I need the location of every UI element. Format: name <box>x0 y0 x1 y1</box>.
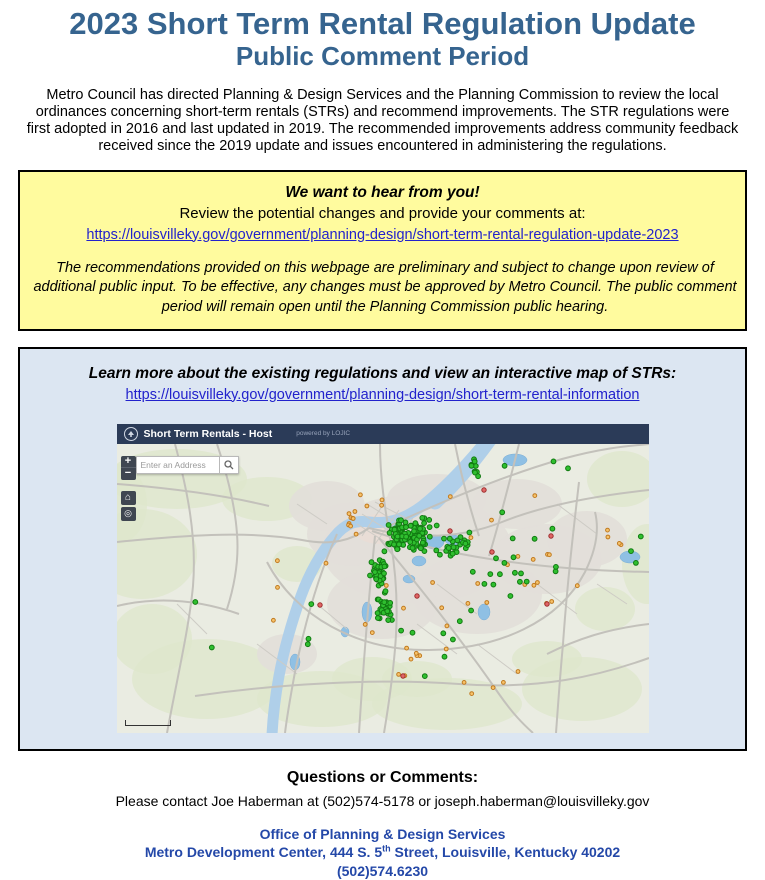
map-search-box <box>136 456 239 474</box>
map-app-title: Short Term Rentals - Host <box>143 427 273 440</box>
home-button[interactable]: ⌂ <box>121 491 136 505</box>
flyer-page <box>0 6 765 879</box>
contact-line: Please contact Joe Haberman at (502)574-5178 or joseph.haberman@louisvilleky.gov <box>115 792 650 809</box>
locate-button[interactable]: ◎ <box>121 507 136 521</box>
callout-disclaimer: The recommendations provided on this webpage are preliminary and subject to change upon review of additional public input. To be effective, any changes must be approved by Metro Council. The public comment period will remain open until the Planning Commission public hearing. <box>33 259 737 315</box>
questions-heading: Questions or Comments: <box>286 768 479 786</box>
map-header-bar <box>117 424 649 444</box>
map-info-box <box>18 347 747 751</box>
comment-callout-box <box>18 170 747 331</box>
zoom-out-button[interactable]: − <box>121 468 136 480</box>
callout-heading: We want to hear from you! <box>285 184 480 202</box>
address-search-input[interactable] <box>136 456 220 474</box>
map-section-heading: Learn more about the existing regulations and view an interactive map of STRs: <box>88 364 677 382</box>
map-controls <box>121 456 136 521</box>
regulation-update-link[interactable]: https://louisvilleky.gov/government/planning-design/short-term-rental-regulation-update-2023 <box>86 226 679 243</box>
callout-instruction: Review the potential changes and provide your comments at: <box>179 204 586 222</box>
map-canvas[interactable] <box>117 444 649 733</box>
zoom-in-button[interactable]: + <box>121 456 136 468</box>
page-title: 2023 Short Term Rental Regulation Update <box>69 6 696 41</box>
map-menu-icon[interactable] <box>124 427 138 441</box>
str-information-link[interactable]: https://louisvilleky.gov/government/planning-design/short-term-rental-information <box>125 386 640 403</box>
map-terrain <box>117 444 649 733</box>
office-phone: (502)574.6230 <box>336 862 429 879</box>
str-map-screenshot <box>117 424 649 733</box>
office-footer <box>0 825 765 880</box>
search-button[interactable] <box>220 456 239 474</box>
office-name: Office of Planning & Design Services <box>259 825 506 842</box>
page-subtitle: Public Comment Period <box>235 40 530 71</box>
office-address: Metro Development Center, 444 S. 5th Street, Louisville, Kentucky 40202 <box>144 843 621 861</box>
search-icon <box>224 460 234 470</box>
intro-paragraph: Metro Council has directed Planning & Design Services and the Planning Commission to review the local ordinances concerning short-term rentals (STRs) and recommend improvements. The STR regulations were first adopted in 2016 and last updated in 2019. The recommended improvements address community feedback received since the 2019 update and issues encountered in administering the regulations. <box>26 86 739 155</box>
map-scale-bar <box>125 720 171 726</box>
map-powered-by: powered by LOJIC <box>296 430 351 438</box>
